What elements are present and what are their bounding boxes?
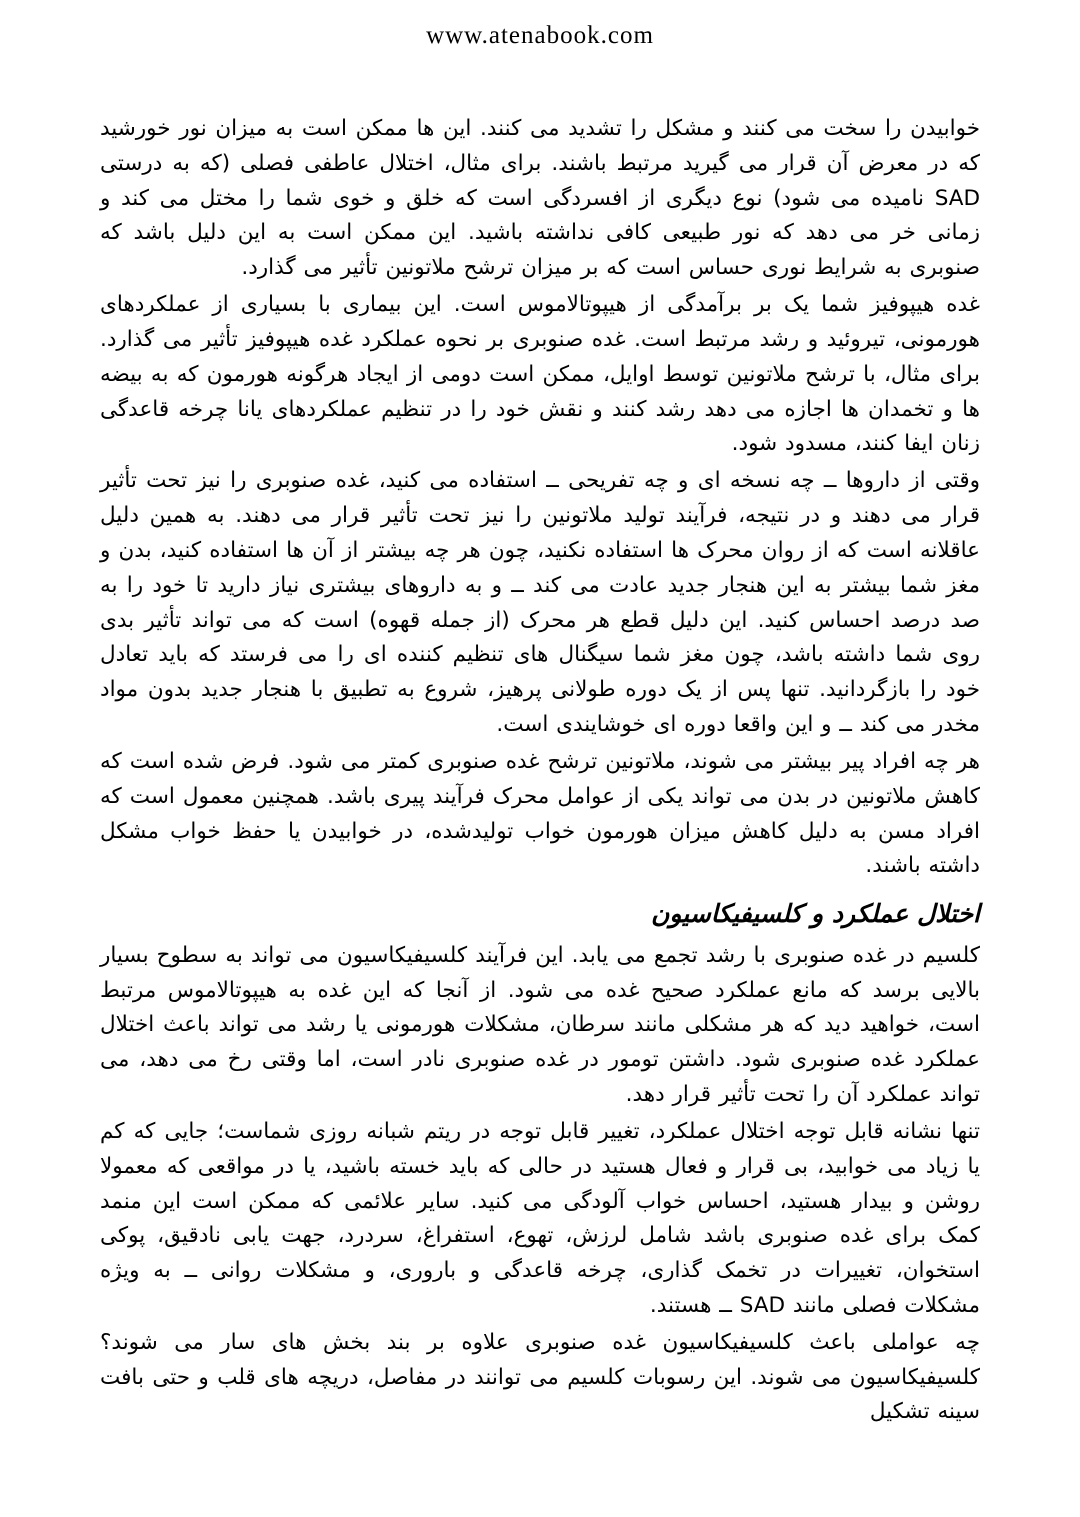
paragraph-7: چه عواملی باعث کلسیفیکاسیون غده صنوبری علاوه بر بند بخش های سار می شوند؟ کلسیفیکاسیون می شوند. این رسوبات کلسیم می توانند در مفاصل، دریچه های قلب و حتی بافت سینه تشکیل bbox=[100, 1329, 980, 1425]
section-heading: اختلال عملکرد و کلسیفیکاسیون bbox=[651, 899, 980, 929]
paragraph-3: وقتی از داروها ــ چه نسخه ای و چه تفریحی ــ استفاده می کنید، غده صنوبری را نیز تحت تأثیر قرار می دهند و در نتیجه، فرآیند تولید ملاتونین را نیز تحت تأثیر قرار می دهند. به همین دلیل عاقلانه است که از روان محرک ها استفاده نکنید، چون هر چه بیشتر از آن ها استفاده کنید، بدن و مغز شما بیشتر به این هنجار جدید عادت می کند ــ و به داروهای بیشتری نیاز دارید تا خود را به صد درصد احساس کنید. این دلیل قطع هر محرک (از جمله قهوه) است که می تواند تأثیر بدی روی شما داشته باشد، چون مغز شما سیگنال های تنظیم کننده ای را می فرستد که باید تعادل خود را بازگردانید. تنها پس از یک دوره طولانی پرهیز، شروع به تطبیق با هنجار جدید بدون مواد مخدر می کند ــ و این واقعا دوره ای خوشایندی است. bbox=[100, 468, 980, 738]
document-body bbox=[100, 50, 980, 1430]
paragraph-6: تنها نشانه قابل توجه اختلال عملکرد، تغییر قابل توجه در ریتم شبانه روزی شماست؛ جایی که کم یا زیاد می خوابید، بی قرار و فعال هستید در حالی که باید خسته باشید، یا در مواقعی که معمولا روشن و بیدار هستید، احساس خواب آلودگی می کنید. سایر علائمی که ممکن است این منمد کمک برای غده صنوبری باشد شامل لرزش، تهوع، استفراغ، سردرد، جهت یابی نادقیق، پوکی استخوان، تغییرات در تخمک گذاری، چرخه قاعدگی و باروری، و مشکلات روانی ــ به ویژه مشکلات فصلی مانند SAD ــ هستند. bbox=[100, 1118, 980, 1318]
paragraph-1: خوابیدن را سخت می کنند و مشکل را تشدید می کنند. این ها ممکن است به میزان نور خورشید که در معرض آن قرار می گیرید مرتبط باشند. برای مثال، اختلال عاطفی فصلی (که به درستی SAD نامیده می شود) نوع دیگری از افسردگی است که خلق و خوی شما را مختل می کند و زمانی خر می دهد که نور طبیعی کافی نداشته باشید. این ممکن است به این دلیل باشد که صنوبری به شرایط نوری حساس است که بر میزان ترشح ملاتونین تأثیر می گذارد. bbox=[100, 116, 980, 281]
site-url-header: www.atenabook.com bbox=[426, 22, 654, 49]
paragraph-5: کلسیم در غده صنوبری با رشد تجمع می یابد. این فرآیند کلسیفیکاسیون می تواند به سطوح بسیار بالایی برسد که مانع عملکرد صحیح غده می شود. از آنجا که این غده به هیپوتالاموس مرتبط است، خواهید دید که هر مشکلی مانند سرطان، مشکلات هورمونی یا رشد می تواند باعث اختلال عملکرد غده صنوبری شود. داشتن تومور در غده صنوبری نادر است، اما وقتی رخ می دهد، می تواند عملکرد آن را تحت تأثیر قرار دهد. bbox=[100, 942, 980, 1108]
paragraph-4: هر چه افراد پیر بیشتر می شوند، ملاتونین ترشح غده صنوبری کمتر می شود. فرض شده است که کاهش ملاتونین در بدن می تواند یکی از عوامل محرک فرآیند پیری باشد. همچنین معمول است که افراد مسن به دلیل کاهش میزان هورمون خواب تولیدشده، در خوابیدن یا حفظ خواب مشکل داشته باشند. bbox=[100, 748, 980, 879]
paragraph-2: غده هیپوفیز شما یک بر برآمدگی از هیپوتالاموس است. این بیماری با بسیاری از عملکردهای هورمونی، تیروئید و رشد مرتبط است. غده صنوبری بر نحوه عملکرد غده هیپوفیز تأثیر می گذارد. برای مثال، با ترشح ملاتونین توسط اوایل، ممکن است دومی از ایجاد هرگونه هورمون که به بیضه ها و تخمدان ها اجازه می دهد رشد کنند و نقش خود را در تنظیم عملکردهای یانا چرخه قاعدگی زنان ایفا کنند، مسدود شود. bbox=[100, 292, 980, 457]
